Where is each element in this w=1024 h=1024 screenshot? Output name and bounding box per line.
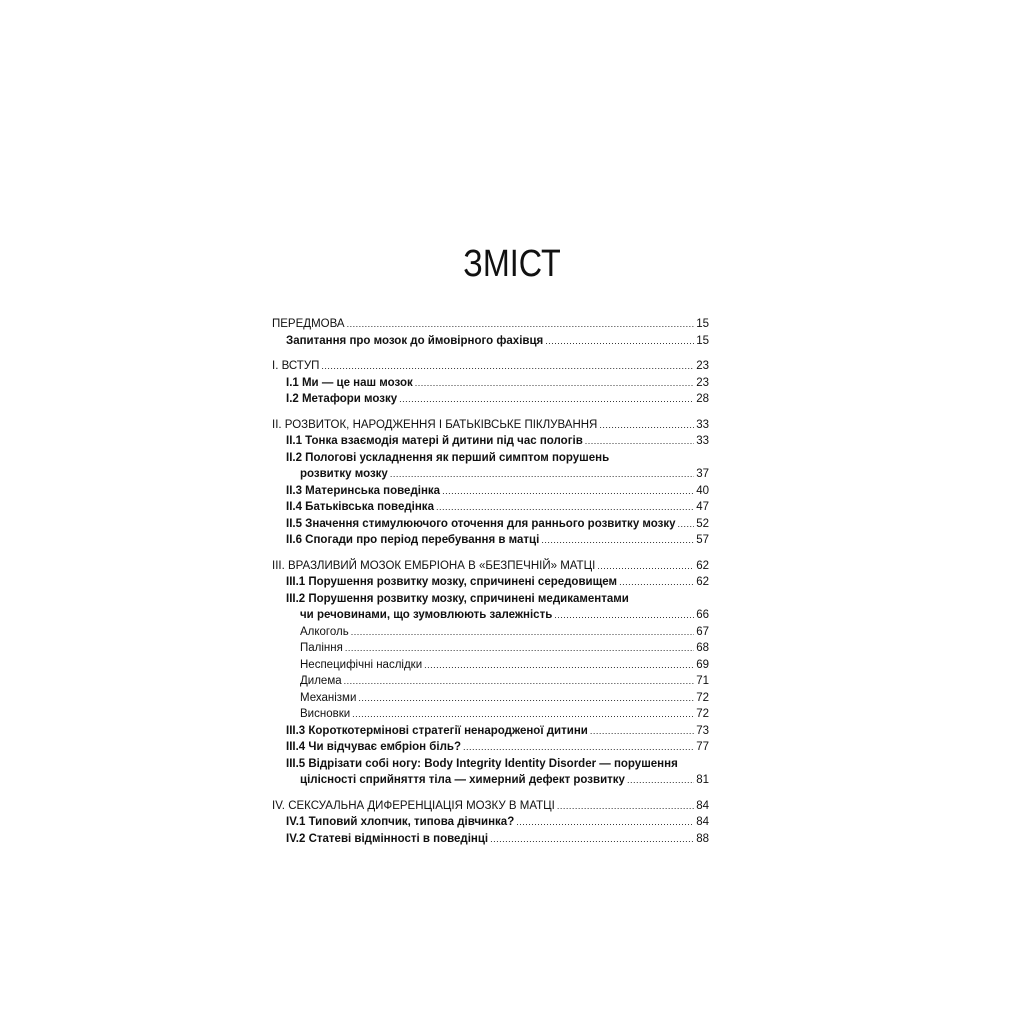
toc-entry-title: ПЕРЕДМОВА: [272, 318, 345, 330]
toc-page-number: 77: [696, 741, 709, 753]
toc-chapter-entry: [272, 417, 709, 434]
toc-entry-title: розвитку мозку: [300, 468, 388, 480]
toc-entry-title: II.1 Тонка взаємодія матері й дитини під час пологів: [286, 435, 583, 447]
toc-entry: [272, 466, 709, 483]
dot-leader: [358, 690, 694, 707]
dot-leader: [399, 391, 694, 408]
toc-page-number: 33: [696, 418, 709, 431]
toc-section: [272, 316, 709, 349]
toc-page-number: 33: [696, 435, 709, 447]
toc-entry-title: III.3 Короткотермінові стратегії ненародженої дитини: [286, 724, 588, 737]
toc-entry: [272, 450, 709, 467]
dot-leader: [352, 706, 694, 723]
toc-chapter-entry: [272, 316, 709, 333]
toc-page-number: 23: [696, 376, 709, 389]
toc-section: [272, 417, 709, 549]
dot-leader: [557, 798, 694, 815]
toc-chapter-entry: [272, 798, 709, 815]
toc-page-number: 71: [696, 675, 709, 687]
dot-leader: [424, 657, 694, 674]
toc-entry: [272, 607, 709, 624]
toc-page-number: 62: [696, 559, 709, 572]
toc-entry: [272, 831, 709, 848]
toc-entry: [272, 499, 709, 516]
toc-chapter-entry: [272, 358, 709, 375]
toc-chapter-entry: [272, 558, 709, 575]
toc-page-number: 62: [696, 576, 709, 588]
toc-page-number: 67: [696, 625, 709, 638]
toc-section: [272, 358, 709, 408]
toc-entry-title: II. РОЗВИТОК, НАРОДЖЕННЯ І БАТЬКІВСЬКЕ ПІКЛУВАННЯ: [272, 418, 598, 431]
toc-page-number: 84: [696, 816, 709, 828]
dot-leader: [554, 607, 694, 624]
toc-page-number: 72: [696, 708, 709, 720]
dot-leader: [516, 814, 694, 831]
toc-entry: [272, 723, 709, 740]
toc-page-number: 84: [696, 799, 709, 812]
toc-entry: [272, 772, 709, 789]
toc-entry-title: IV.1 Типовий хлопчик, типова дівчинка?: [286, 816, 515, 828]
toc-entry-title: Запитання про мозок до ймовірного фахівця: [286, 334, 544, 347]
toc-entry-title: II.2 Пологові ускладнення як перший симптом порушень: [286, 451, 610, 464]
toc-page-number: 23: [696, 360, 709, 372]
toc-entry: [272, 375, 709, 392]
table-of-contents: [272, 316, 709, 856]
dot-leader: [390, 466, 694, 483]
toc-entry: [272, 690, 709, 707]
dot-leader: [415, 375, 694, 392]
toc-page-number: 57: [696, 534, 709, 546]
toc-entry-title: Паління: [300, 642, 343, 654]
toc-entry-title: III.5 Відрізати собі ногу: Body Integrity Identity Disorder — порушення: [286, 757, 678, 770]
toc-page-number: 68: [696, 642, 709, 654]
toc-entry-title: II.6 Спогади про період перебування в матці: [286, 534, 540, 546]
toc-entry-title: II.4 Батьківська поведінка: [286, 501, 434, 513]
toc-entry: [272, 433, 709, 450]
dot-leader: [490, 831, 694, 848]
toc-page-number: 40: [696, 484, 709, 497]
toc-entry: [272, 624, 709, 641]
toc-entry: [272, 532, 709, 549]
dot-leader: [619, 574, 694, 591]
toc-page-number: 15: [696, 318, 709, 330]
toc-entry-title: I. ВСТУП: [272, 360, 320, 372]
toc-section: [272, 798, 709, 848]
dot-leader: [627, 772, 694, 789]
toc-entry: [272, 673, 709, 690]
toc-entry: [272, 591, 709, 608]
toc-entry: [272, 516, 709, 533]
toc-page-number: 73: [696, 724, 709, 737]
dot-leader: [599, 417, 694, 434]
dot-leader: [351, 624, 694, 641]
toc-entry: [272, 706, 709, 723]
toc-page-number: 52: [696, 517, 709, 530]
toc-entry: [272, 333, 709, 350]
dot-leader: [585, 433, 694, 450]
toc-entry: [272, 574, 709, 591]
dot-leader: [344, 673, 695, 690]
toc-entry-title: Висновки: [300, 708, 351, 720]
toc-page-number: 28: [696, 393, 709, 405]
toc-page-number: 15: [696, 334, 709, 347]
toc-page-number: 81: [696, 774, 709, 786]
dot-leader: [436, 499, 694, 516]
toc-entry-title: IV.2 Статеві відмінності в поведінці: [286, 832, 489, 845]
dot-leader: [442, 483, 694, 500]
toc-entry-title: Дилема: [300, 675, 342, 687]
dot-leader: [347, 316, 695, 333]
toc-entry: [272, 640, 709, 657]
toc-entry-title: Неспецифічні наслідки: [300, 658, 423, 671]
toc-entry: [272, 814, 709, 831]
toc-page-number: 72: [696, 691, 709, 704]
toc-section: [272, 558, 709, 789]
toc-page-number: 37: [696, 468, 709, 480]
toc-entry-title: III.4 Чи відчуває ембріон біль?: [286, 741, 461, 753]
toc-page-number: 66: [696, 609, 709, 621]
toc-page-number: 69: [696, 658, 709, 671]
toc-entry-title: III. ВРАЗЛИВИЙ МОЗОК ЕМБРІОНА В «БЕЗПЕЧНІЙ» МАТЦІ: [272, 559, 596, 572]
dot-leader: [463, 739, 694, 756]
dot-leader: [345, 640, 694, 657]
toc-entry: [272, 483, 709, 500]
dot-leader: [541, 532, 694, 549]
toc-entry-title: II.3 Материнська поведінка: [286, 484, 441, 497]
toc-entry: [272, 756, 709, 773]
dot-leader: [321, 358, 694, 375]
toc-page-number: 88: [696, 832, 709, 845]
toc-entry-title: IV. СЕКСУАЛЬНА ДИФЕРЕНЦІАЦІЯ МОЗКУ В МАТЦІ: [272, 799, 555, 812]
dot-leader: [597, 558, 694, 575]
toc-entry-title: I.1 Ми — це наш мозок: [286, 376, 413, 389]
toc-entry-title: Алкоголь: [300, 625, 349, 638]
dot-leader: [545, 333, 694, 350]
toc-entry-title: III.1 Порушення розвитку мозку, спричинені середовищем: [286, 576, 618, 588]
toc-entry-title: цілісності сприйняття тіла — химерний дефект розвитку: [300, 774, 625, 786]
toc-entry: [272, 391, 709, 408]
toc-entry-title: III.2 Порушення розвитку мозку, спричинені медикаментами: [286, 592, 629, 605]
dot-leader: [678, 516, 695, 533]
dot-leader: [590, 723, 694, 740]
toc-entry-title: II.5 Значення стимулюючого оточення для раннього розвитку мозку: [286, 517, 676, 530]
toc-entry-title: Механізми: [300, 691, 357, 704]
page-title: ЗМІСТ: [463, 243, 561, 285]
toc-entry-title: I.2 Метафори мозку: [286, 393, 398, 405]
toc-entry: [272, 739, 709, 756]
toc-entry: [272, 657, 709, 674]
toc-entry-title: чи речовинами, що зумовлюють залежність: [300, 609, 553, 621]
toc-page-number: 47: [696, 501, 709, 513]
